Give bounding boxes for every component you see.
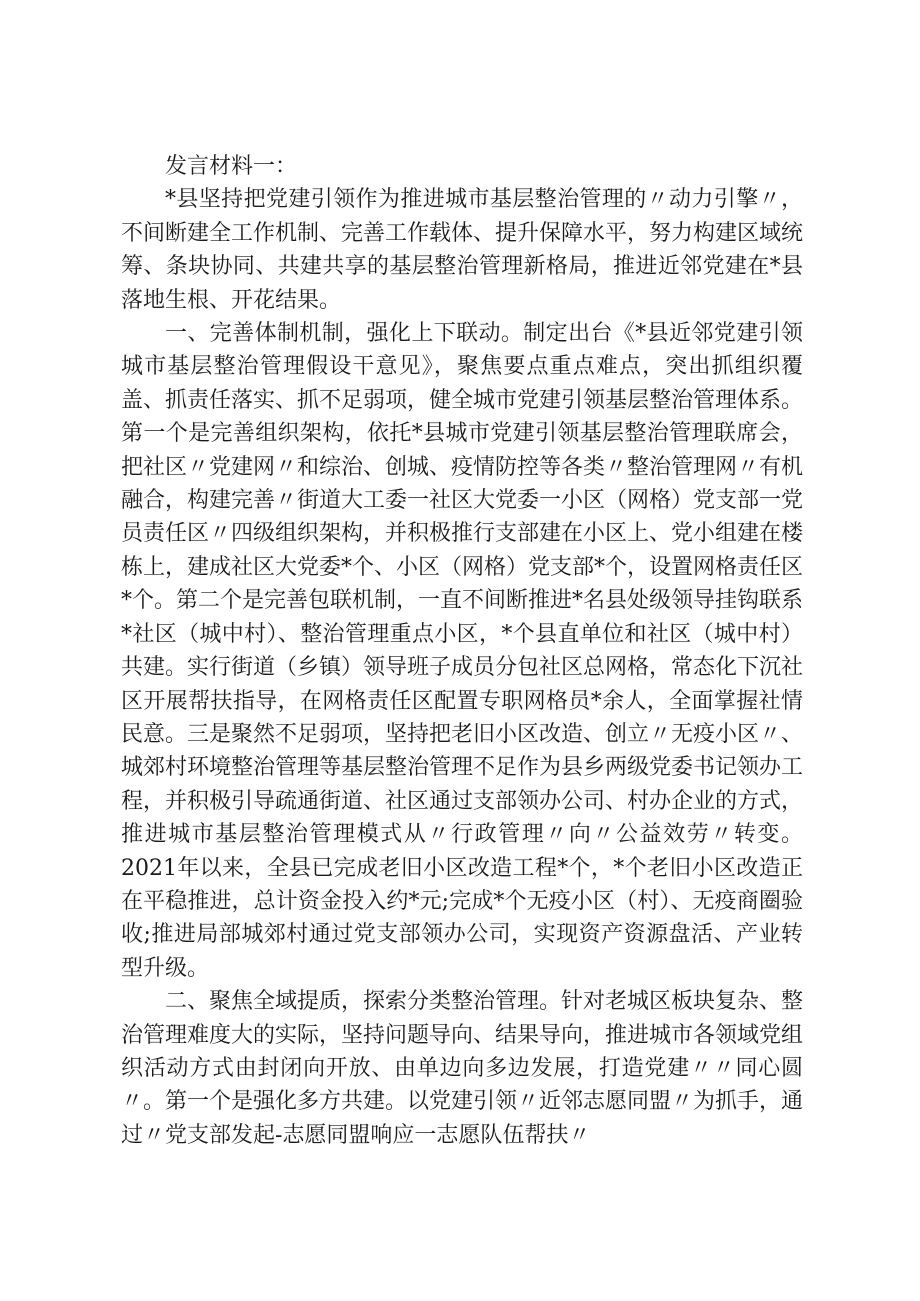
document-body bbox=[121, 150, 803, 1152]
document-heading: 发言材料一： bbox=[165, 154, 298, 179]
paragraph-section-two: 二、聚焦全域提质，探索分类整治管理。针对老城区板块复杂、整治管理难度大的实际，坚持问题导向、结果导向，推进城市各领域党组织活动方式由封闭向开放、由单边向多边发展，打造党建〃〃同心圆〃。第一个是强化多方共建。以党建引领〃近邻志愿同盟〃为抓手，通过〃党支部发起-志愿同盟响应一志愿队伍帮扶〃 bbox=[121, 989, 804, 1148]
paragraph-section-one: 一、完善体制机制，强化上下联动。制定出台《*县近邻党建引领城市基层整治管理假设干意见》，聚焦要点重点难点，突出抓组织覆盖、抓责任落实、抓不足弱项，健全城市党建引领基层整治管理体系。第一个是完善组织架构，依托*县城市党建引领基层整治管理联席会，把社区〃党建网〃和综治、创城、疫情防控等各类〃整治管理网〃有机融合，构建完善〃街道大工委一社区大党委一小区（网格）党支部一党员责任区〃四级组织架构，并积极推行支部建在小区上、党小组建在楼栋上，建成社区大党委*个、小区（网格）党支部*个，设置网格责任区*个。第二个是完善包联机制，一直不间断推进*名县处级领导挂钩联系*社区（城中村）、整治管理重点小区，*个县直单位和社区（城中村）共建。实行街道（乡镇）领导班子成员分包社区总网格，常态化下沉社区开展帮扶指导，在网格责任区配置专职网格员*余人，全面掌握社情民意。三是聚然不足弱项，坚持把老旧小区改造、创立〃无疫小区〃、城郊村环境整治管理等基层整治管理不足作为县乡两级党委书记领办工程，并积极引导疏通街道、社区通过支部领办公司、村办企业的方式，推进城市基层整治管理模式从〃行政管理〃向〃公益效劳〃转变。2021年以来，全县已完成老旧小区改造工程*个，*个老旧小区改造正在平稳推进，总计资金投入约*元;完成*个无疫小区（村）、无疫商圈验收;推进局部城郊村通过党支部领办公司，实现资产资源盘活、产业转型升级。 bbox=[121, 321, 804, 981]
paragraph-intro: *县坚持把党建引领作为推进城市基层整治管理的〃动力引擎〃，不间断建全工作机制、完善工作载体、提升保障水平，努力构建区域统筹、条块协同、共建共享的基层整治管理新格局，推进近邻党建在*县落地生根、开花结果。 bbox=[121, 187, 804, 313]
